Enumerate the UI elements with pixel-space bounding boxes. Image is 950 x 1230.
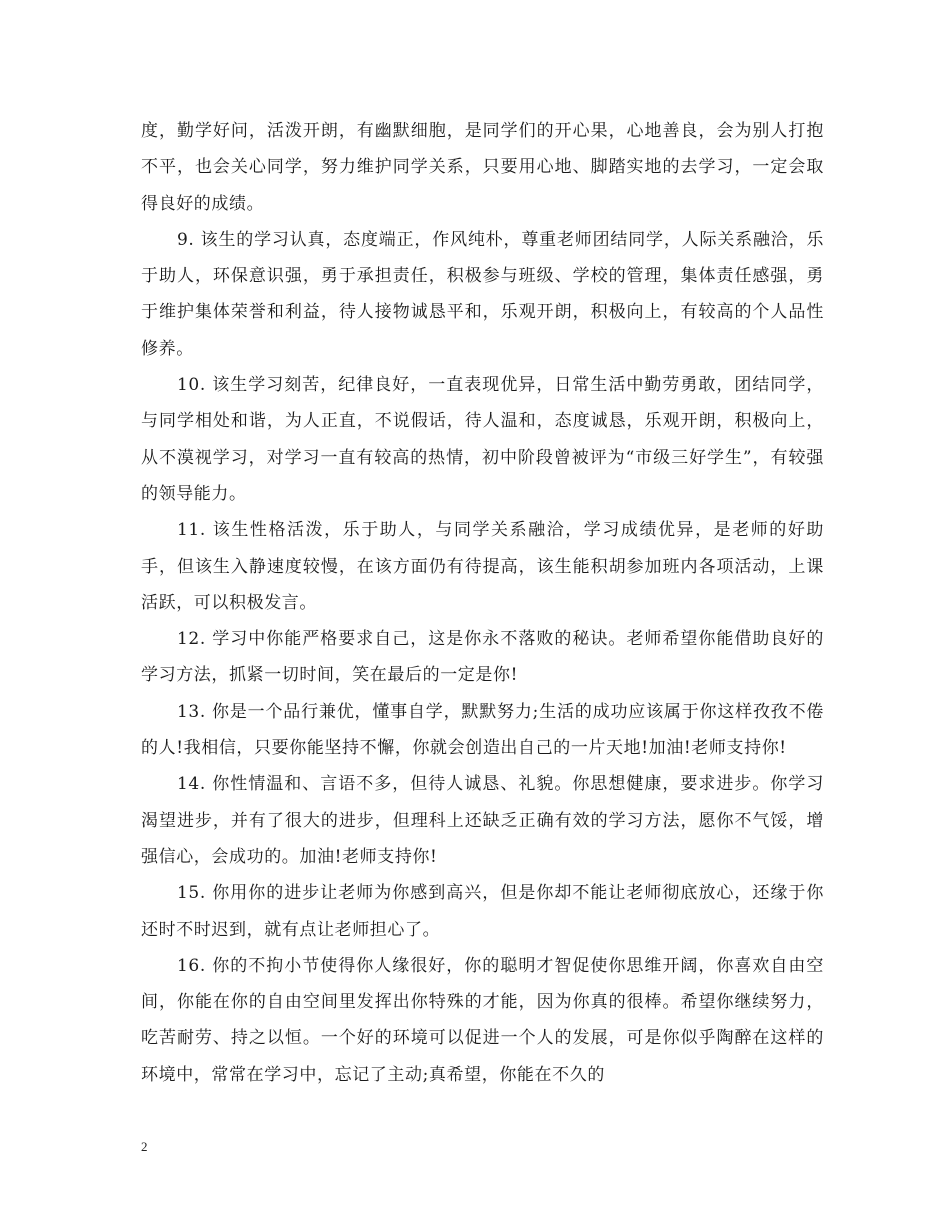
paragraph-12: 12. 学习中你能严格要求自己，这是你永不落败的秘诀。老师希望你能借助良好的学习方法，抓紧一切时间，笑在最后的一定是你! — [141, 629, 824, 686]
paragraph-15: 15. 你用你的进步让老师为你感到高兴，但是你却不能让老师彻底放心，还缘于你还时不时迟到，就有点让老师担心了。 — [141, 883, 824, 940]
paragraph-16: 16. 你的不拘小节使得你人缘很好，你的聪明才智促使你思维开阔，你喜欢自由空间，你能在你的自由空间里发挥出你特殊的才能，因为你真的很棒。希望你继续努力，吃苦耐劳、持之以恒。一个好的环境可以促进一个人的发展，可是你似乎陶醉在这样的环境中，常常在学习中，忘记了主动;真希望，你能在不久的 — [141, 955, 824, 1085]
paragraph-10: 10. 该生学习刻苦，纪律良好，一直表现优异，日常生活中勤劳勇敢，团结同学，与同学相处和谐，为人正直，不说假话，待人温和，态度诚恳，乐观开朗，积极向上，从不漠视学习，对学习一直有较高的热情，初中阶段曾被评为“市级三好学生”，有较强的领导能力。 — [141, 375, 824, 504]
paragraph-11: 11. 该生性格活泼，乐于助人，与同学关系融洽，学习成绩优异，是老师的好助手，但该生入静速度较慢，在该方面仍有待提高，该生能积胡参加班内各项活动，上课活跃，可以积极发言。 — [141, 520, 824, 613]
page-body — [141, 113, 824, 1093]
paragraph-14: 14. 你性情温和、言语不多，但待人诚恳、礼貌。你思想健康，要求进步。你学习渴望进步，并有了很大的进步，但理科上还缺乏正确有效的学习方法，愿你不气馁，增强信心，会成功的。加油!老师支持你! — [141, 774, 824, 867]
paragraph-9: 9. 该生的学习认真，态度端正，作风纯朴，尊重老师团结同学，人际关系融洽，乐于助人，环保意识强，勇于承担责任，积极参与班级、学校的管理，集体责任感强，勇于维护集体荣誉和利益，待人接物诚恳平和，乐观开朗，积极向上，有较高的个人品性修养。 — [141, 229, 824, 359]
page-number: 2 — [141, 1139, 148, 1154]
paragraph-13: 13. 你是一个品行兼优，懂事自学，默默努力;生活的成功应该属于你这样孜孜不倦的人!我相信，只要你能坚持不懈，你就会创造出自己的一片天地!加油!老师支持你! — [141, 701, 824, 759]
paragraph-continued: 度，勤学好问，活泼开朗，有幽默细胞，是同学们的开心果，心地善良，会为别人打抱不平，也会关心同学，努力维护同学关系，只要用心地、脚踏实地的去学习，一定会取得良好的成绩。 — [141, 121, 824, 214]
